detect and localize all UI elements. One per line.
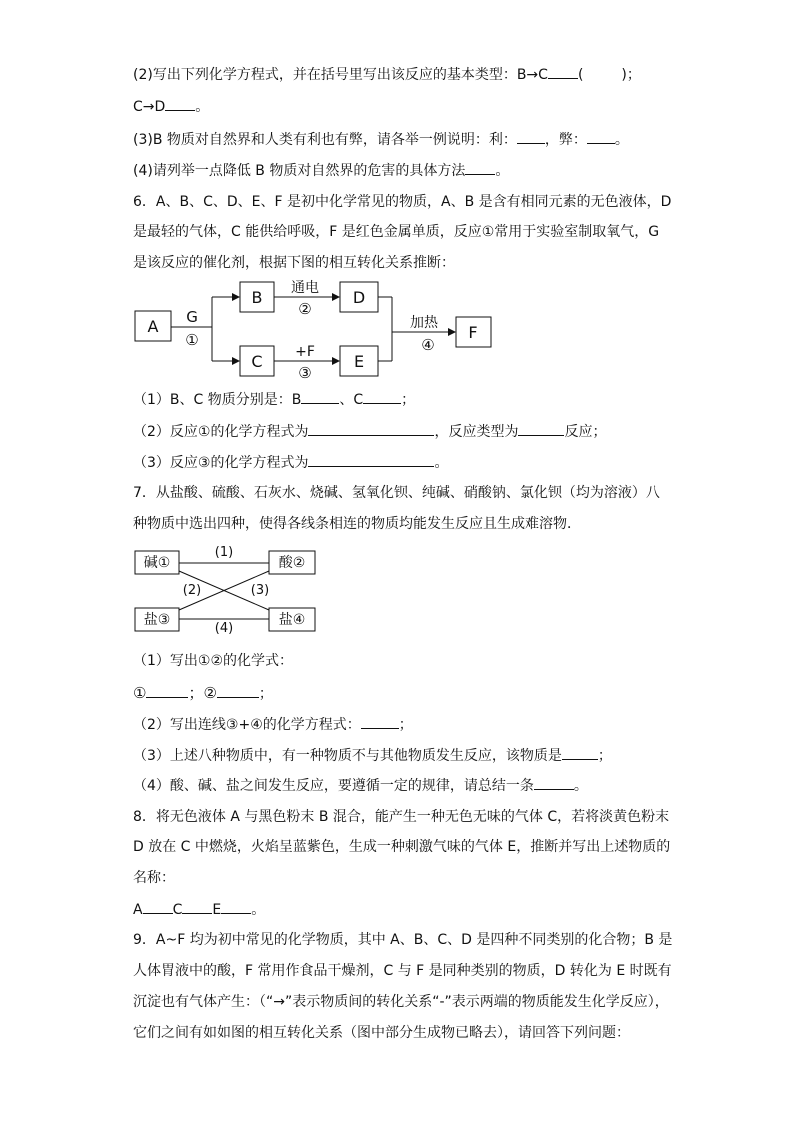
label-F: F (468, 323, 478, 342)
label-C: C (251, 352, 263, 371)
line-label-3: (3) (250, 583, 270, 598)
label-salt-3: 盐③ (143, 612, 171, 628)
answer-blank[interactable] (217, 683, 259, 698)
q8-stem-line1: 8．将无色液体 A 与黑色粉末 B 混合，能产生一种无色无味的气体 C，若将淡黄色粉末 (133, 809, 670, 825)
q7-stem-line1: 7．从盐酸、硫酸、石灰水、烧碱、氢氧化钡、纯碱、硝酸钠、氯化钡（均为溶液）八 (133, 485, 660, 501)
q7-answer-3: （3）上述八种物质中，有一种物质不与其他物质发生反应，该物质是 ； (133, 745, 612, 766)
answer-blank[interactable] (534, 775, 574, 790)
label-G: G (186, 308, 198, 326)
line-label-4: (4) (214, 621, 234, 636)
q7-answer-1: （1）写出①②的化学式： (133, 653, 294, 669)
q7-answer-2: （2）写出连线③+④的化学方程式： ； (133, 714, 413, 735)
q7-stem-line2: 种物质中选出四种，使得各线条相连的物质均能发生反应且生成难溶物． (133, 516, 581, 532)
answer-blank[interactable] (143, 899, 173, 914)
label-reaction-4: ④ (421, 336, 435, 354)
q6-stem-line1: 6．A、B、C、D、E、F 是初中化学常见的物质，A、B 是含有相同元素的无色液体，D (133, 194, 672, 210)
q5-part2-line2: C→D 。 (133, 96, 209, 117)
q6-answer-3: （3）反应③的化学方程式为 。 (133, 452, 448, 473)
line-label-2: (2) (182, 583, 202, 598)
label-reaction-2: ② (298, 300, 312, 318)
answer-blank[interactable] (146, 683, 188, 698)
label-A: A (147, 317, 159, 336)
q5-part4: (4)请列举一点降低 B 物质对自然界的危害的具体方法 。 (133, 160, 509, 181)
q9-stem-line3: 沉淀也有气体产生：（“→”表示物质间的转化关系“-”表示两端的物质能发生化学反应）， (133, 994, 669, 1010)
label-reaction-3: ③ (298, 364, 312, 382)
line-label-1: (1) (214, 545, 234, 560)
q8-answers: A C E 。 (133, 899, 265, 920)
q9-stem-line1: 9．A~F 均为初中常见的化学物质，其中 A、B、C、D 是四种不同类别的化合物；B 是 (133, 932, 673, 948)
answer-blank[interactable] (361, 714, 399, 729)
q9-stem-line2: 人体胃液中的酸，F 常用作食品干燥剂，C 与 F 是同种类别的物质，D 转化为 E 时既有 (133, 963, 672, 979)
answer-blank[interactable] (562, 745, 598, 760)
label-salt-4: 盐④ (278, 612, 306, 628)
label-tongdian: 通电 (291, 280, 319, 296)
label-acid-2: 酸② (278, 555, 306, 571)
q5-part2-line1: (2)写出下列化学方程式，并在括号里写出该反应的基本类型：B→C ( )； (133, 64, 641, 85)
answer-blank[interactable] (182, 899, 212, 914)
q7-answer-4: （4）酸、碱、盐之间发生反应，要遵循一定的规律，请总结一条 。 (133, 775, 588, 796)
q9-stem-line4: 它们之间有如如图的相互转化关系（图中部分生成物已略去），请回答下列问题： (133, 1025, 630, 1041)
label-plusF: +F (295, 344, 315, 360)
label-reaction-1: ① (185, 331, 199, 349)
q6-answer-2: （2）反应①的化学方程式为 ，反应类型为 反应； (133, 421, 606, 442)
label-E: E (353, 352, 365, 371)
label-base-1: 碱① (143, 555, 171, 571)
q6-stem-line3: 是该反应的催化剂，根据下图的相互转化关系推断： (133, 255, 455, 271)
q6-answer-1: （1）B、C 物质分别是：B 、C ； (133, 389, 415, 410)
label-jiare: 加热 (410, 315, 438, 331)
q6-stem-line2: 是最轻的气体，C 能供给呼吸，F 是红色金属单质，反应①常用于实验室制取氧气，G (133, 224, 660, 240)
q5-part3: (3)B 物质对自然界和人类有利也有弊，请各举一例说明：利： ，弊： 。 (133, 129, 629, 150)
q7-answer-1-blanks: ① ；② ； (133, 684, 273, 702)
q8-stem-line2: D 放在 C 中燃烧，火焰呈蓝紫色，生成一种刺激气味的气体 E，推断并写出上述物质的 (133, 839, 671, 855)
label-B: B (251, 288, 263, 307)
answer-blank[interactable] (221, 899, 251, 914)
q8-stem-line3: 名称： (133, 870, 175, 886)
label-D: D (352, 288, 366, 307)
